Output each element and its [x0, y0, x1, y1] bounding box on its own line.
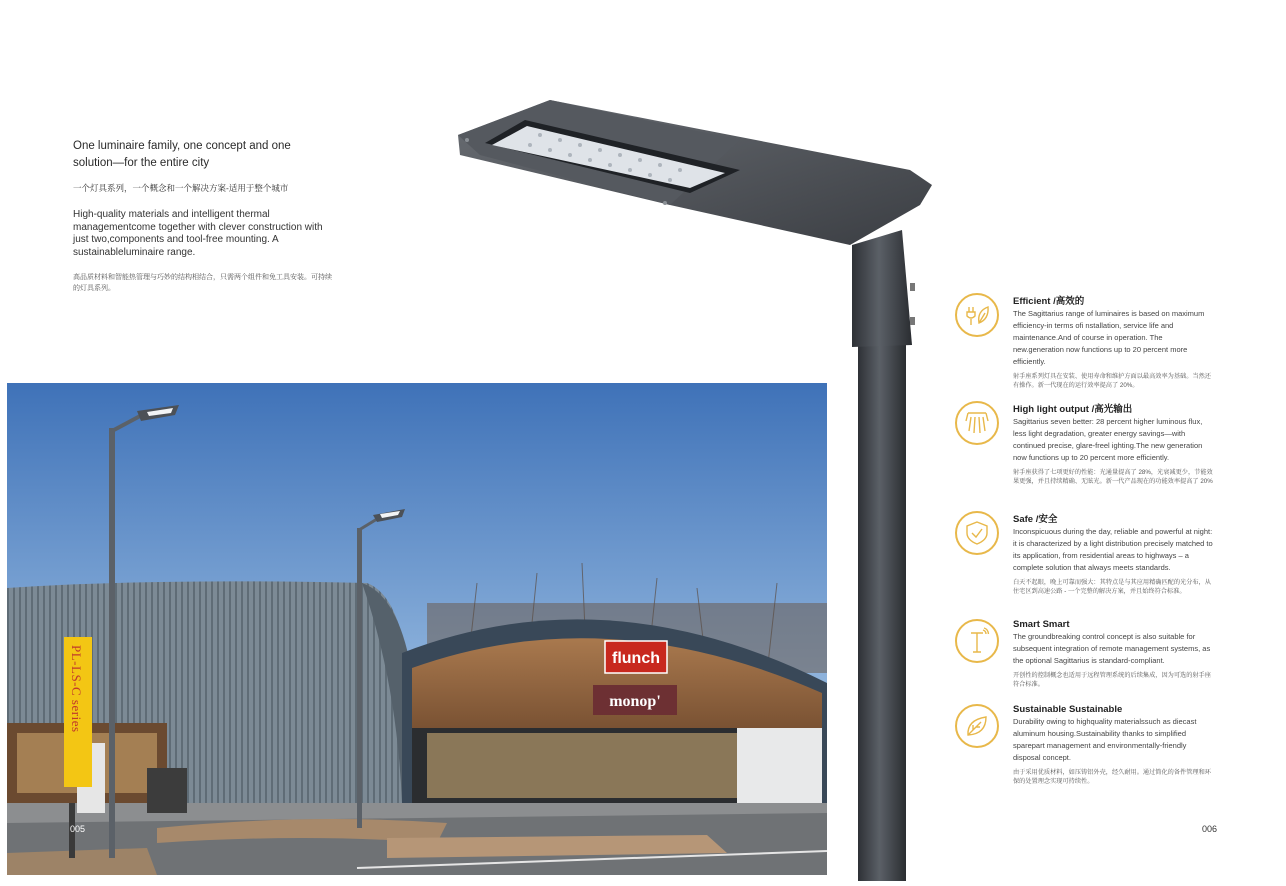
- feature-title: Efficient /高效的: [1013, 296, 1085, 307]
- feature-title: Safe /安全: [1013, 514, 1058, 525]
- feature-title: Sustainable Sustainable: [1013, 704, 1123, 715]
- page-number-right: 006: [1202, 824, 1218, 834]
- series-tag-label: PL-LS-C series: [69, 645, 84, 733]
- leaf-icon: [955, 704, 999, 748]
- sign-flunch: flunch: [612, 650, 660, 667]
- feature-description: Inconspicuous during the day, reliable and powerful at night: it is characterized by a light distribution precisely matched to its application, from residential areas to highways – a complete solution that always meets standards.: [1013, 527, 1213, 572]
- luminaire-product-image: [440, 95, 960, 881]
- feature-description: Durability owing to highquality materialssuch as diecast aluminum housing.Sustainability thanks to simplified sparepart management and environmentally-friendly disposal concept.: [1013, 717, 1197, 762]
- intro-headline: One luminaire family, one concept and one solution—for the entire city: [73, 140, 291, 169]
- feature-description-cn: 射手座获得了七项更好的性能：光通量提高了 28%，光衰减更少，节能效果更强，并且持续精确、无眩光。新一代产品现在的功能效率提高了 20%: [1013, 469, 1213, 485]
- page-number-left: 005: [70, 824, 86, 834]
- feature-title: High light output /高光输出: [1013, 404, 1133, 415]
- sign-monop: monop': [609, 693, 661, 710]
- light-output-icon: [955, 401, 999, 445]
- feature-description-cn: 开创性的控制概念也适用于远程管理系统的后续集成，因为可选的射手座符合标准。: [1013, 672, 1211, 688]
- feature-description-cn: 由于采用优质材料，如压铸铝外壳，经久耐用。通过简化的备件管理和环保的处置理念实现可持续性。: [1013, 769, 1211, 785]
- feature-efficient: [955, 293, 1275, 393]
- feature-description: The groundbreaking control concept is also suitable for subsequent integration of remote management systems, as the optional Sagittarius is standard-compliant.: [1013, 632, 1211, 665]
- intro-body-cn: 高品质材料和智能热管理与巧妙的结构相结合，只需两个组件和免工具安装。可持续的灯具系列。: [73, 274, 332, 292]
- feature-description: The Sagittarius range of luminaires is based on maximum efficiency-in terms ofi nstallation, service life and maintenance.And of course in operation. The new.generation now functions up to 20 percent more efficiently.: [1013, 309, 1205, 366]
- feature-description: Sagittarius seven better: 28 percent higher luminous flux, less light degradation, greater energy savings—with continued precise, glare-freel ighting.The new generation now functions up to 20 percent more efficiently.: [1013, 417, 1203, 462]
- intro-headline-cn: 一个灯具系列，一个概念和一个解决方案-适用于整个城市: [73, 183, 289, 193]
- feature-high-light-output: [955, 401, 1275, 501]
- series-tag: [64, 637, 92, 787]
- plug-leaf-icon: [955, 293, 999, 337]
- feature-smart: [955, 619, 1275, 699]
- shield-check-icon: [955, 511, 999, 555]
- feature-title: Smart Smart: [1013, 619, 1070, 630]
- feature-description-cn: 射手座系列灯具在安装、使用寿命和维护方面以最高效率为基础。当然还有操作。新一代现在的运行效率提高了 20%。: [1013, 373, 1211, 389]
- smart-pole-icon: [955, 619, 999, 663]
- intro-body: High-quality materials and intelligent thermal managementcome together with clever construction with just two,components and tool-free mounting. A sustainableluminaire range.: [73, 209, 323, 258]
- feature-sustainable: [955, 704, 1275, 794]
- feature-safe: [955, 511, 1275, 611]
- feature-description-cn: 白天不起眼，晚上可靠而强大：其特点是与其应用精确匹配的光分布，从住宅区到高速公路 - 一个完整的解决方案，并且始终符合标准。: [1013, 579, 1211, 595]
